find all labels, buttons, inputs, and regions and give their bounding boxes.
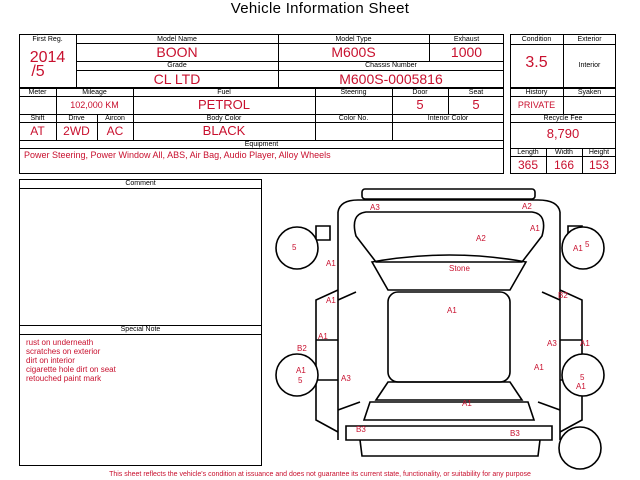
meter-label: Meter [28,89,47,96]
drive-label: Drive [68,115,85,122]
special-notes-list [26,338,116,383]
shift-label: Shift [30,115,45,122]
condition-value: 3.5 [525,54,548,71]
special-note-item: rust on underneath [26,338,94,347]
grade-value: CL LTD [153,71,201,87]
mark-stone: Stone [449,264,470,273]
exhaust-value: 1000 [450,44,483,60]
equipment-label: Equipment [244,141,279,148]
recycle-fee-value: 8,790 [546,126,580,141]
syaken-label: Syaken [577,89,602,96]
mark-a1-front-right: A1 [530,224,540,233]
grade-label: Grade [167,62,187,69]
width-value: 166 [553,158,575,172]
disclaimer-footer: This sheet reflects the vehicle's condition at issuance and does not guarantee its current state, functionality, or suitability for any purpose [109,471,531,478]
exterior-label: Exterior [577,36,602,43]
first-reg-year: 2014 [29,49,66,66]
mark-a1-right-edge: A1 [580,339,590,348]
interior-color-label: Interior Color [427,115,469,122]
condition-label: Condition [521,36,552,43]
fuel-label: Fuel [217,89,231,96]
special-note-item: dirt on interior [26,356,75,365]
mark-a1-front-right-wheel: A1 [573,244,583,253]
chassis-number-value: M600S-0005816 [339,71,443,87]
exhaust-label: Exhaust [453,36,480,43]
height-value: 153 [588,158,610,172]
special-note-label: Special Note [120,326,161,333]
model-name-label: Model Name [157,36,197,43]
door-label: Door [412,89,428,96]
steering-label: Steering [340,89,367,96]
mark-a3-rear-left: A3 [341,374,351,383]
chassis-number-label: Chassis Number [365,62,417,69]
comment-box [19,179,262,466]
door-value: 5 [416,97,424,112]
shift-value: AT [30,124,45,138]
mark-5-front-left: 5 [292,243,297,252]
special-note-item: retouched paint mark [26,374,102,383]
recycle-fee-label: Recycle Fee [543,115,583,122]
drive-value: 2WD [63,124,90,138]
model-name-value: BOON [156,44,198,60]
seat-value: 5 [472,97,480,112]
mileage-value: 102,000 KM [70,100,119,110]
mark-b3-rear-left: B3 [356,425,366,434]
mark-b2-left: B2 [297,344,307,353]
mark-a3-top: A3 [370,203,380,212]
body-color-value: BLACK [202,123,246,138]
interior-label: Interior [578,62,601,69]
mark-a1-left-door: A1 [318,332,328,341]
mark-a3-right: A3 [547,339,557,348]
history-value: PRIVATE [517,100,556,110]
mark-a1-roof: A1 [447,306,457,315]
width-label: Width [555,149,573,156]
car-damage-diagram [262,180,632,470]
body-color-label: Body Color [206,115,242,122]
mark-a1-left-rear-wheel: A1 [296,366,306,375]
mark-5-rear-left: 5 [298,376,303,385]
seat-label: Seat [468,89,484,96]
mark-a1-left-mid: A1 [326,296,336,305]
sheet-title: Vehicle Information Sheet [230,0,410,17]
mark-5-front-right: 5 [585,240,590,249]
color-no-label: Color No. [338,115,369,122]
mark-a2-top: A2 [522,202,532,211]
mark-5-rear-right: 5 [580,373,585,382]
comment-label: Comment [125,180,156,187]
mark-a1-right-rear: A1 [534,363,544,372]
mark-a1-left-upper: A1 [326,259,336,268]
height-label: Height [588,149,610,156]
mark-b3-rear-right: B3 [510,429,520,438]
first-reg-month: /5 [31,63,45,80]
aircon-value: AC [106,124,124,138]
history-label: History [525,89,548,96]
mark-a1-trunk: A1 [462,399,472,408]
mark-a1-rear-right-wheel: A1 [576,382,586,391]
aircon-label: Aircon [105,115,125,122]
model-type-value: M600S [331,44,376,60]
mark-a2-hood: A2 [476,234,486,243]
fuel-value: PETROL [197,97,250,112]
model-type-label: Model Type [335,36,372,43]
special-note-item: cigarette hole dirt on seat [26,365,116,374]
mark-b2-right: B2 [558,291,568,300]
special-note-item: scratches on exterior [26,347,101,356]
length-label: Length [517,149,539,156]
mileage-label: Mileage [82,89,107,96]
first-reg-label: First Reg. [32,36,63,43]
length-value: 365 [517,158,539,172]
equipment-value: Power Steering, Power Window All, ABS, Air Bag, Audio Player, Alloy Wheels [24,150,331,160]
